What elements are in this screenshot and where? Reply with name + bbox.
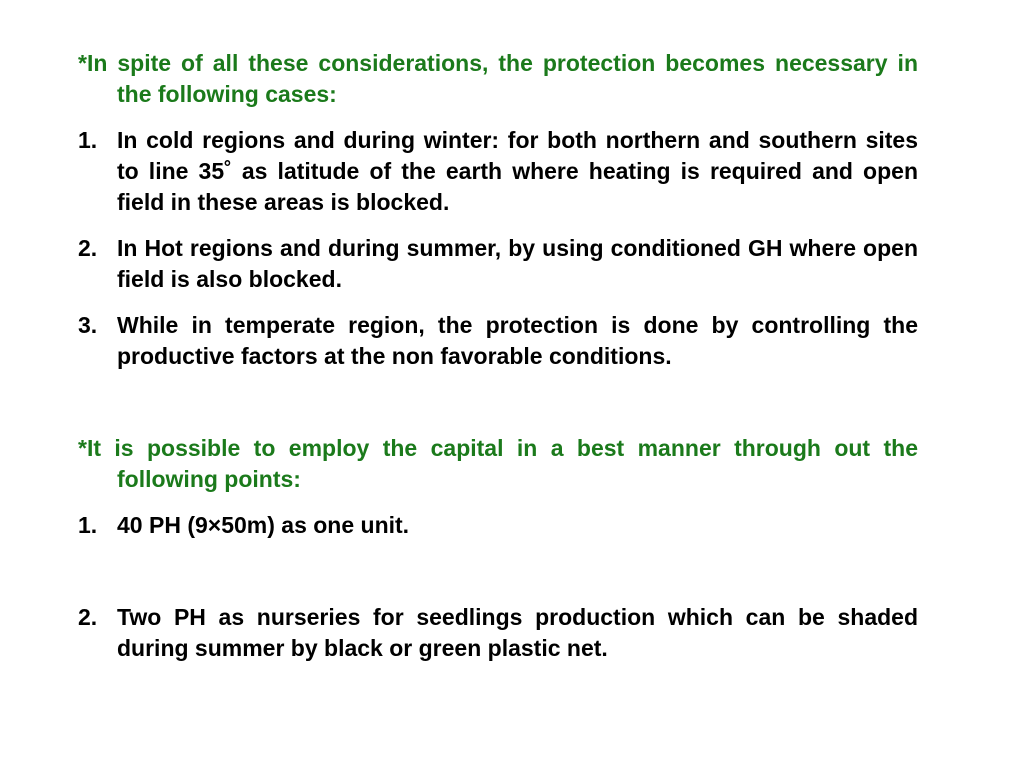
- item-number: 2.: [78, 235, 98, 261]
- item-text: In cold regions and during winter: for both northern and southern sites to line 35˚ as latitude of the earth where heating is required and open field in these areas is blocked.: [117, 127, 918, 215]
- section2-item-2: [78, 602, 918, 664]
- section1-item-2: [78, 233, 918, 295]
- section2-intro: *It is possible to employ the capital in a best manner through out the following points:: [78, 435, 918, 492]
- item-text: 40 PH (9×50m) as one unit.: [117, 512, 410, 538]
- item-number: 2.: [78, 604, 98, 630]
- section1-intro: *In spite of all these considerations, the protection becomes necessary in the following cases:: [78, 50, 918, 107]
- section1-item-1: [78, 125, 918, 218]
- item-number: 3.: [78, 312, 98, 338]
- item-text: While in temperate region, the protection is done by controlling the productive factors at the non favorable conditions.: [117, 312, 918, 369]
- item-number: 1.: [78, 127, 98, 153]
- item-number: 1.: [78, 512, 98, 538]
- section2-item-1: [78, 510, 918, 541]
- item-text: Two PH as nurseries for seedlings production which can be shaded during summer by black or green plastic net.: [117, 604, 918, 661]
- item-text: In Hot regions and during summer, by using conditioned GH where open field is also blocked.: [117, 235, 918, 292]
- section1-item-3: [78, 310, 918, 372]
